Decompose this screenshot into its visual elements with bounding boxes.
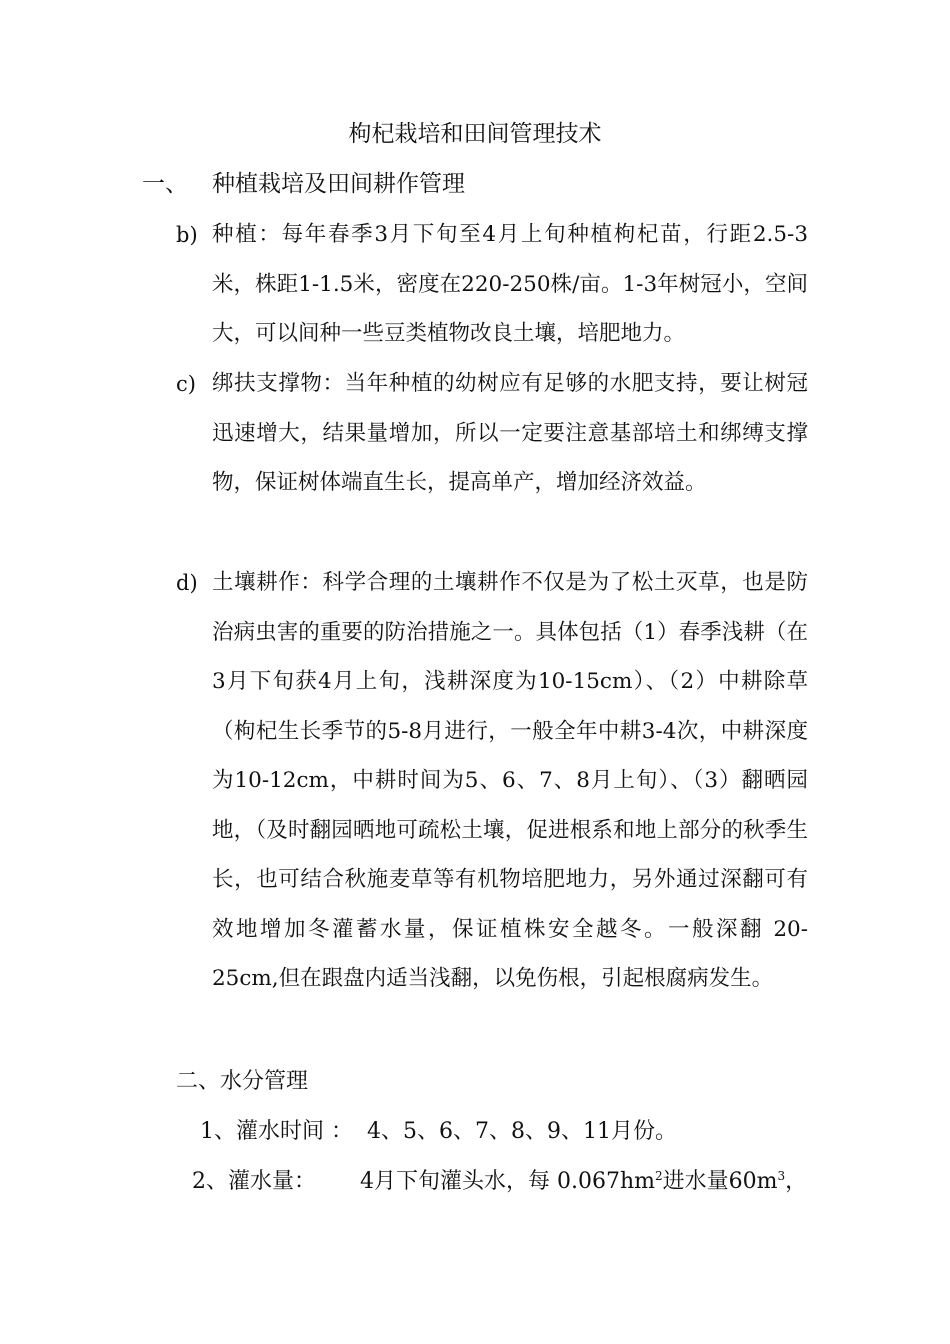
section-2-heading: 二、水分管理 [176,1069,309,1094]
irrigation-time-line [200,1114,677,1150]
item-c-label: c) [176,372,196,396]
irrigation-amount-sup-b: 3 [777,1169,786,1183]
irrigation-amount-line [192,1164,807,1200]
section-1-heading: 种植栽培及田间耕作管理 [212,171,465,197]
irrigation-time-value: 4、5、6、7、8、9、11月份。 [367,1119,677,1144]
item-d-text: 土壤耕作：科学合理的土壤耕作不仅是为了松土灭草，也是防治病虫害的重要的防治措施之一。具体包括（1）春季浅耕（在3月下旬获4月上旬，浅耕深度为10-15cm）、（2）中耕除草（枸杞生长季节的5-8月进行，一般全年中耕3-4次，中耕深度为10-12cm，中耕时间为5、6、7、8月上旬）、（3）翻晒园地，（及时翻园晒地可疏松土壤，促进根系和地上部分的秋季生长，也可结合秋施麦草等有机物培肥地力，另外通过深翻可有效地增加冬灌蓄水量，保证植株安全越冬。一般深翻 20-25cm,但在跟盘内适当浅翻，以免伤根，引起根腐病发生。 [212,570,808,991]
irrigation-amount-sup-a: 2 [655,1169,663,1183]
item-b-label: b) [176,223,198,247]
item-d-label: d) [176,571,198,595]
irrigation-amount-label: 2、灌水量： [192,1169,316,1194]
irrigation-time-label: 1、灌水时间 ： [200,1119,353,1144]
item-b-text: 种植：每年春季3月下旬至4月上旬种植枸杞苗，行距2.5-3米，株距1-1.5米，密度在220-250株/亩。1-3年树冠小，空间大，可以间种一些豆类植物改良土壤，培肥地力。 [212,222,808,346]
irrigation-amount-text-a: 4月下旬灌头水，每 0.067hm [360,1169,656,1194]
document-title: 枸杞栽培和田间管理技术 [348,121,602,147]
irrigation-amount-text-c: ， [785,1169,808,1194]
irrigation-amount-text-b: 进水量60m [662,1169,778,1194]
section-1-number: 一、 [142,171,188,197]
item-c-text: 绑扶支撑物：当年种植的幼树应有足够的水肥支持，要让树冠迅速增大，结果量增加，所以一定要注意基部培土和绑缚支撑物，保证树体端直生长，提高单产，增加经济效益。 [212,371,808,495]
